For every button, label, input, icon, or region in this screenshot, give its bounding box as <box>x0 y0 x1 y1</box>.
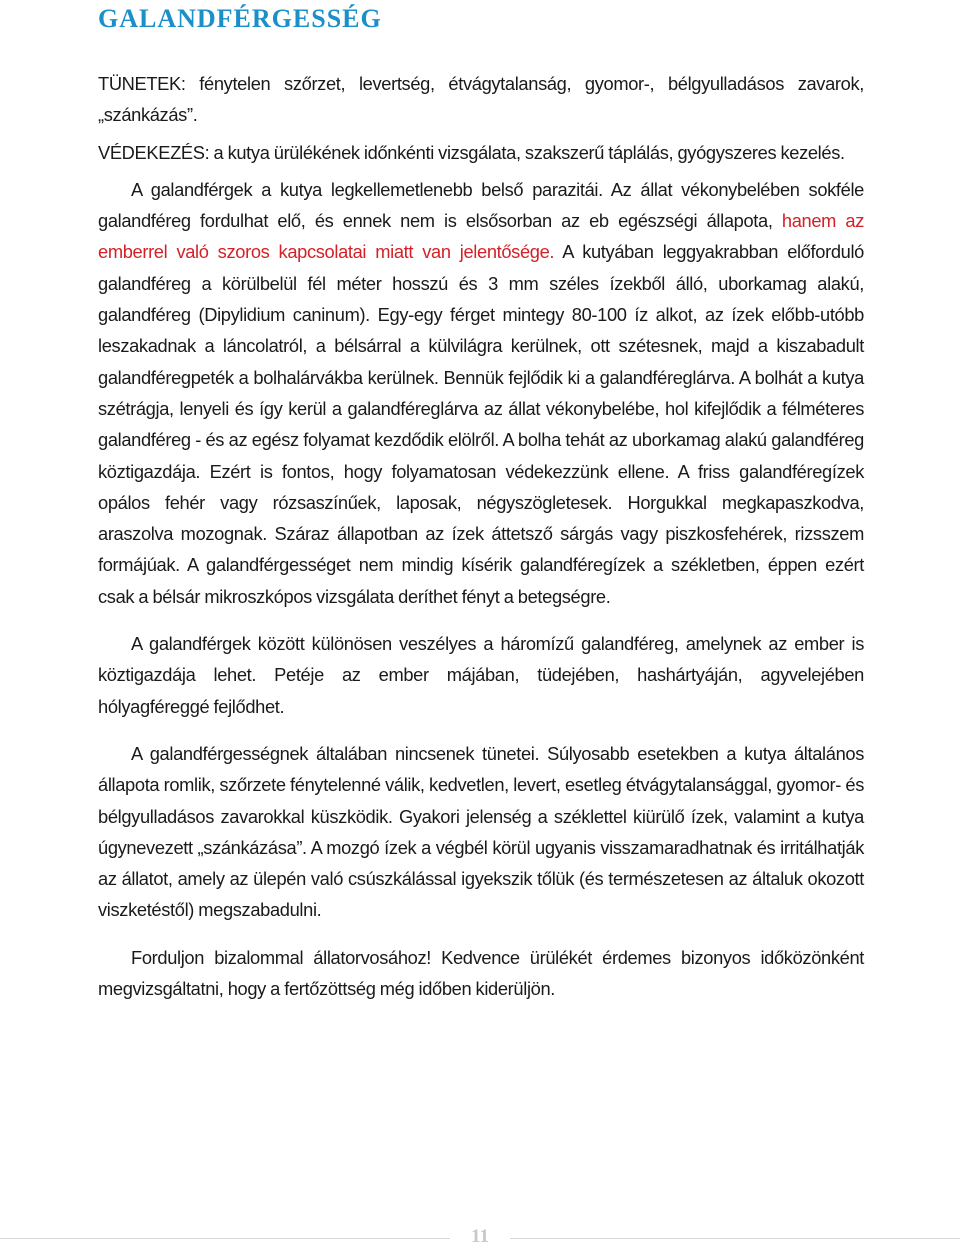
symptoms-text: TÜNETEK: fénytelen szőrzet, levertség, étvágytalanság, gyomor-, bélgyulladásos zavarok, „szánkázás”. <box>98 73 864 126</box>
body-paragraph-2: A galandférgek között különösen veszélyes a háromízű galandféreg, amelynek az ember is köztigazdája lehet. Petéje az ember májában, tüdejében, hashártyáján, agyvelejében hólyagféreggé fejlődhet. <box>98 633 864 717</box>
footer-rule-right <box>510 1238 960 1239</box>
paragraph-1-text-start: A galandférgek a kutya legkellemetlenebb belső parazitái. Az állat vékonybelében sokféle galandféreg fordulhat elő, és ennek nem is elsősorban az eb egészségi állapota, <box>98 178 864 232</box>
page-number: 11 <box>471 1226 489 1247</box>
paragraph-1-text-end: A kutyában leggyakrabban előforduló galandféreg a körülbelül fél méter hosszú és 3 mm széles ízekből álló, uborkamag alakú, galandféreg (Dipylidium caninum). Egy-egy férget mintegy 80-100 íz alkot, az ízek előbb-utóbb leszakadnak a láncolatról, a bélsárral a külvilágra kerülnek, ott szétesnek, majd a kiszabadult galandféregpeték a bolhalárvákba kerülnek. Bennük fejlődik ki a galandféreglárva. A bolhát a kutya szétrágja, lenyeli és így kerül a galandféreglárva az állat vékonybelébe, hol kifejlődik a félméteres galandféreg - és az egész folyamat kezdődik elölről. A bolha tehát az uborkamag alakú galandféreg köztigazdája. Ezért is fontos, hogy folyamatosan védekezzünk ellene. A friss galandféregízek opálos fehér vagy rózsaszínűek, laposak, négyszögletesek. Horgukkal megkapaszkodva, araszolva mozognak. Száraz állapotban az ízek áttetsző sárgás vagy piszkosfehérek, rizsszem formájúak. A galandférgességet nem mindig kísérik galandféregízek a székletben, éppen ezért csak a bélsár mikroszkópos vizsgálata deríthet fényt a betegségre. <box>98 241 864 607</box>
highlighted-text: hanem az emberrel való szoros kapcsolatai miatt van jelentősége. <box>98 210 865 263</box>
prevention-text: VÉDEKEZÉS: a kutya ürülékének időnkénti vizsgálata, szakszerű táplálás, gyógyszeres kezelés. <box>98 141 845 163</box>
article-body <box>98 68 864 1004</box>
page-title: GALANDFÉRGESSÉG <box>98 4 382 33</box>
body-paragraph-4: Forduljon bizalommal állatorvosához! Kedvence ürülékét érdemes bizonyos időközönként megvizsgáltatni, hogy a fertőzöttség még időben kiderüljön. <box>98 946 864 1000</box>
footer-rule-left <box>0 1238 450 1239</box>
page-footer <box>0 1226 960 1250</box>
body-paragraph-1 <box>98 174 864 612</box>
body-paragraph-3: A galandférgességnek általában nincsenek tünetei. Súlyosabb esetekben a kutya általános állapota romlik, szőrzete fénytelenné válik, kedvetlen, levert, esetleg étvágytalansággal, gyomor- és bélgyulladásos zavarokkal küszködik. Gyakori jelenség a széklettel kiürülő ízek, valamint a kutya úgynevezett „szánkázása”. A mozgó ízek a végbél körül ugyanis visszamaradhatnak és irritálhatják az állatot, amely az ülepén való csúszkálással igyekszik tőlük (és természetesen az általuk okozott viszketéstől) megszabadulni. <box>98 742 864 921</box>
